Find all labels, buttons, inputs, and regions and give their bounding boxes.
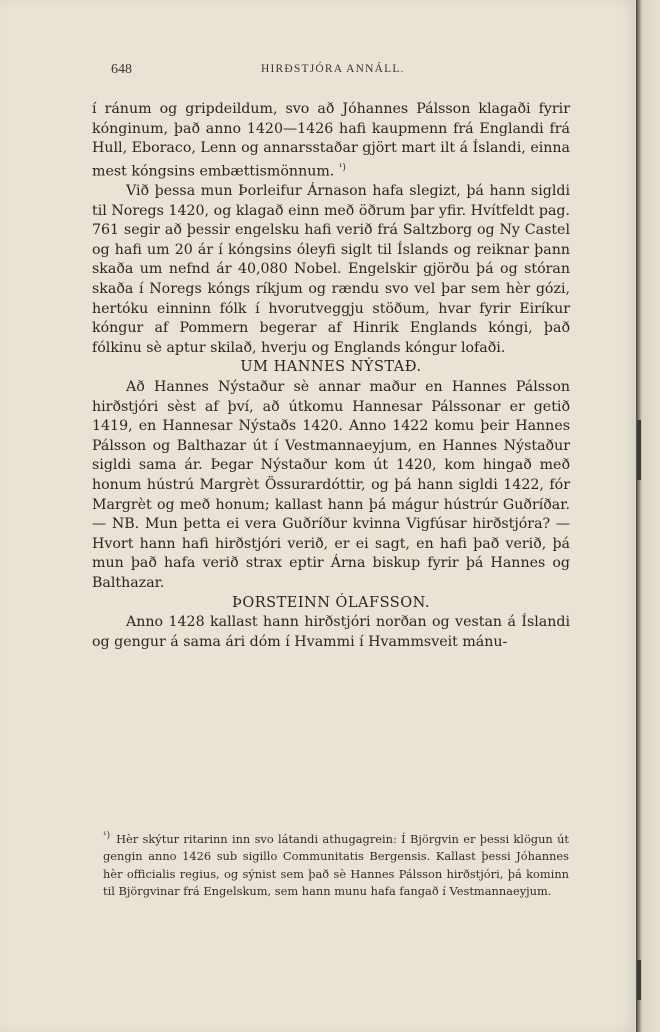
page-header	[111, 62, 571, 82]
paragraph-1-text: í ránum og gripdeildum, svo að Jóhannes Pálsson klagaði fyrir kónginum, það anno 1420—1426 hafi kaupmenn frá Englandi frá Hull, Eboraco, Lenn og annarsstaðar gjört mart ilt á Íslandi, einna mest kóngsins embættismönnum.	[92, 101, 570, 180]
section-heading-hannes-nystad: UM HANNES NÝSTAÐ.	[240, 359, 422, 376]
footnote-text: Hèr skýtur ritarinn inn svo látandi athugagrein: Í Björgvin er þessi klögun út gengin anno 1426 sub sigillo Communitatis Bergensis. Kallast þessi Jóhannes hèr officialis regius, og sýnist sem það sè Hannes Pálsson hirðstjóri, þá kominn til Björgvinar frá Engelskum, sem hann munu hafa fangað í Vestmannaeyjum.	[103, 831, 569, 899]
paragraph-4: Anno 1428 kallast hann hirðstjóri norðan og vestan á Íslandi og gengur á sama ári dóm í Hvammi í Hvammsveit mánu-	[92, 614, 570, 650]
page-edge-mark	[637, 960, 641, 1000]
page-edge-mark	[637, 420, 641, 480]
footnote	[103, 828, 569, 900]
paragraph-1	[92, 100, 570, 182]
running-title: HIRÐSTJÓRA ANNÁLL.	[261, 63, 405, 75]
paragraph-2: Við þessa mun Þorleifur Árnason hafa slegizt, þá hann sigldi til Noregs 1420, og klagað einn með öðrum þar yfir. Hvítfeldt pag. 761 segir að þessir engelsku hafi verið frá Saltzborg og Ny Castel og hafi um 20 ár í kóngsins óleyfi siglt til Íslands og reiknar þann skaða um nefnd ár 40,080 Nobel. Engelskir gjörðu þá og stóran skaða í Noregs kóngs ríkjum og rændu svo vel þar sem hèr gózi, hertóku einninn fólk í hvorutveggju stöðum, hvar fyrir Eiríkur kóngur af Pommern begerar af Hinrik Englands kóngi, það fólkinu sè aptur skilað, hverju og Englands kóngur lofaði.	[92, 183, 570, 356]
footnote-paragraph	[103, 828, 569, 900]
section-heading-thorsteinn: ÞORSTEINN ÓLAFSSON.	[232, 594, 430, 611]
footnote-mark: ¹)	[103, 831, 111, 841]
main-text	[92, 100, 570, 652]
page-number: 648	[111, 62, 132, 77]
paragraph-3: Að Hannes Nýstaður sè annar maður en Hannes Pálsson hirðstjóri sèst af því, að útkomu Hannesar Pálssonar er getið 1419, en Hannesar Nýstaðs 1420. Anno 1422 komu þeir Hannes Pálsson og Balthazar út í Vestmannaeyjum, en Hannes Nýstaður sigldi sama ár. Þegar Nýstaður kom út 1420, kom hingað með honum hústrú Margrèt Össurardóttir, og þá hann sigldi 1422, fór Margrèt og með honum; kallast hann þá mágur hústrúr Guðríðar. — NB. Mun þetta ei vera Guðríður kvinna Vigfúsar hirðstjóra? — Hvort hann hafi hirðstjóri verið, er ei sagt, en hafi það verið, þá mun það hafa verið strax eptir Árna biskup fyrir þá Hannes og Balthazar.	[92, 379, 570, 591]
footnote-reference: ¹)	[338, 162, 346, 173]
page-edge-shadow	[636, 0, 660, 1032]
